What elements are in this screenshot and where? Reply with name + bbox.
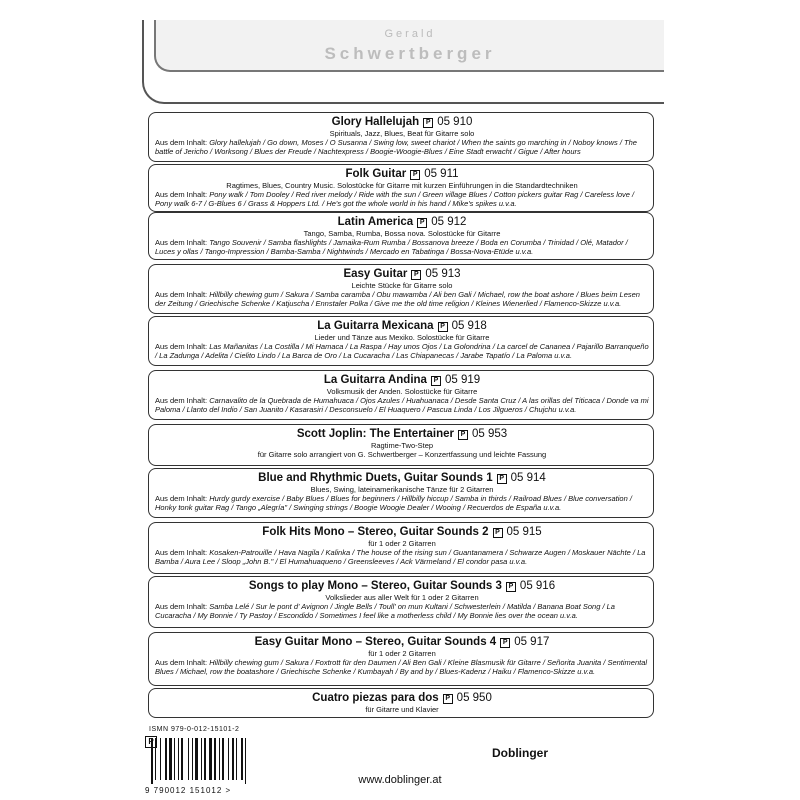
catalog-card — [148, 264, 654, 314]
catalog-card — [148, 522, 654, 574]
publisher-p-icon: P — [410, 170, 420, 180]
catalog-number: 05 911 — [424, 168, 459, 180]
card-contents: Aus dem Inhalt: Hillbilly chewing gum / Sakura / Samba caramba / Obu mawamba / Ali ben Gali / Michael, row the boat ashore / Blues beim Lesen der Zeitung / Griechische Schenke / Katjuscha / Ennstaler Polka / Give me the old time religion / Kleines Wienerlied / Flamenco-Skizze u.v.a. — [155, 290, 640, 308]
card-subtitle: Volksmusik der Anden. Solostücke für Gitarre — [326, 387, 478, 396]
card-subtitle-2: für Gitarre solo arrangiert von G. Schwertberger – Konzertfassung und leichte Fassung — [257, 450, 547, 459]
card-subtitle: für 1 oder 2 Gitarren — [368, 649, 436, 658]
catalog-card — [148, 632, 654, 686]
card-contents: Aus dem Inhalt: Pony walk / Tom Dooley / Red river melody / Ride with the sun / Green village Blues / Cotton pickers guitar Rag / Careless love / Pony walk 6-7 / G-Blues 6 / Grass & Hoppers Ltd. / He's got the whole world in his hand / Mike's spikes u.v.a. — [155, 190, 635, 208]
card-subtitle: Ragtimes, Blues, Country Music. Solostücke für Gitarre mit kurzen Einführungen in die Standardtechniken — [226, 181, 578, 190]
card-contents: Aus dem Inhalt: Carnavalito de la Quebrada de Humahuaca / Ojos Azules / Huahuanaca / Desde Santa Cruz / A las orillas del Titicaca / Donde va mi Paloma / Llanto del Indio / San Juanito / Kasarasiri / Desconsuelo / El Huaquero / Pascua Linda / Los Jilgueros / Chujchu u.v.a. — [155, 396, 649, 414]
card-title: Blue and Rhythmic Duets, Guitar Sounds 1 P 05 914 — [258, 472, 546, 484]
catalog-number: 05 915 — [506, 526, 542, 538]
catalog-number: 05 950 — [456, 692, 492, 704]
publisher-p-icon: P — [506, 582, 516, 592]
catalog-card — [148, 424, 654, 466]
card-subtitle: Leichte Stücke für Gitarre solo — [351, 281, 453, 290]
card-contents: Aus dem Inhalt: Tango Souvenir / Samba flashlights / Jamaika-Rum Rumba / Bossanova breeze / Boda en Corumba / Trinidad / Olé, Matador / Luces y ollas / Tango-Impression / Bamba-Samba / Nightwinds / Mercado en Tabatinga / Bossa-Nova-Etüde u.v.a. — [155, 238, 628, 256]
card-title: Glory Hallelujah P 05 910 — [331, 116, 473, 128]
card-title: Scott Joplin: The Entertainer P 05 953 — [296, 428, 508, 440]
publisher-p-icon: P — [423, 118, 433, 128]
isbn-label: ISMN 979-0-012-15101-2 — [149, 726, 240, 733]
card-subtitle: Volkslieder aus aller Welt für 1 oder 2 Gitarren — [325, 593, 479, 602]
catalog-card — [148, 212, 654, 260]
catalog-card — [148, 112, 654, 162]
publisher-p-icon: P — [500, 638, 510, 648]
author-header — [142, 20, 664, 104]
card-title: Songs to play Mono – Stereo, Guitar Sounds 3 P 05 916 — [248, 580, 556, 592]
card-contents: Aus dem Inhalt: Hillbilly chewing gum / Sakura / Foxtrott für den Daumen / Ali Ben Gali / Kleine Blasmusik für Gitarre / Señorita Juanita / Sentimental Blues / Michael, row the boatashore / Griechische Schenke / Kumbayah / By and by / Blues-Kadenz / Haiku / Flamenco-Skizze u.v.a. — [155, 658, 648, 676]
author-first-name: Gerald — [384, 28, 436, 40]
card-title: Folk Guitar P 05 911 — [345, 168, 459, 180]
publisher-p-icon: P — [417, 218, 427, 228]
publisher-p-icon: P — [443, 694, 453, 704]
author-banner — [154, 20, 664, 72]
catalog-number: 05 919 — [444, 374, 481, 386]
catalog-card — [148, 370, 654, 420]
catalog-card — [148, 316, 654, 366]
publisher-name: Doblinger — [492, 746, 548, 760]
publisher-p-icon: P — [438, 322, 448, 332]
card-contents: Aus dem Inhalt: Samba Lelé / Sur le pont d' Avignon / Jingle Bells / Toull' on mun Kultani / Schwesterlein / Matilda / Banana Boat Song / La Cucaracha / My Bonnie / Ty Pastoy / Escondido / Sometimes I feel like a motherless child / My Bonnie lies over the ocean u.v.a. — [155, 602, 615, 620]
card-subtitle: für Gitarre und Klavier — [365, 705, 439, 714]
catalog-number: 05 916 — [519, 580, 556, 592]
catalog-number: 05 914 — [510, 472, 546, 484]
catalog-number: 05 918 — [451, 320, 487, 332]
catalog-card — [148, 576, 654, 628]
card-subtitle: Tango, Samba, Rumba, Bossa nova. Solostücke für Gitarre — [303, 229, 501, 238]
catalog-card — [148, 688, 654, 718]
card-contents: Aus dem Inhalt: Las Mañanitas / La Costilla / Mi Hamaca / La Raspa / Hay unos Ojos / La Golondrina / La carcel de Cananea / Pajarillo Barranqueño / La Zadunga / Adelita / Cielito Lindo / La Barca de Oro / La Cucaracha / Las Chiapanecas / Jarabe Tapatío / La Paloma u.v.a. — [155, 342, 649, 360]
catalog-number: 05 953 — [472, 428, 508, 440]
card-title: La Guitarra Mexicana P 05 918 — [317, 320, 487, 332]
card-contents: Aus dem Inhalt: Hurdy gurdy exercise / Baby Blues / Blues for beginners / Hillbilly hiccup / Samba in thirds / Railroad Blues / Blue conversation / Honky tonk guitar Rag / Tango „Alegría" / Swinging strings / Boogie Woogie Dealer / Wooing / Recuerdos de España u.v.a. — [155, 494, 632, 512]
card-subtitle: Spirituals, Jazz, Blues, Beat für Gitarre solo — [329, 129, 475, 138]
catalog-number: 05 910 — [437, 116, 473, 128]
card-subtitle: Ragtime-Two-Step — [370, 441, 434, 450]
card-title: Latin America P 05 912 — [337, 216, 467, 228]
card-title: La Guitarra Andina P 05 919 — [323, 374, 481, 386]
author-last-name: Schwertberger — [324, 44, 496, 63]
publisher-p-icon: P — [431, 376, 441, 386]
publisher-p-icon: P — [493, 528, 503, 538]
publisher-p-icon: P — [411, 270, 421, 280]
catalog-number: 05 913 — [425, 268, 461, 280]
catalog-card — [148, 468, 654, 518]
card-subtitle: für 1 oder 2 Gitarren — [368, 539, 436, 548]
catalog-card — [148, 164, 654, 212]
catalog-number: 05 917 — [514, 636, 550, 648]
card-title: Easy Guitar Mono – Stereo, Guitar Sounds 4 P 05 917 — [254, 636, 550, 648]
card-title: Easy Guitar P 05 913 — [343, 268, 461, 280]
card-contents: Aus dem Inhalt: Glory hallelujah / Go down, Moses / O Susanna / Swing low, sweet chariot / When the saints go marching in / Noboy knows / The battle of Jericho / Worksong / Blues der Freude / Nachtexpress / Boogie-Woogie-Blues / Eine Stadt erwacht / Gigue / After hours — [155, 138, 637, 156]
publisher-p-logo: P — [145, 736, 157, 748]
barcode-digits: 9 790012 151012 > — [145, 786, 232, 795]
card-contents: Aus dem Inhalt: Kosaken-Patrouille / Hava Nagila / Kalinka / The house of the rising sun / Guantanamera / Schwarze Augen / Moskauer Nächte / La Bamba / Aura Lee / Sloop „John B." / El Humahuaqueno / Greensleeves / Ack Värmeland / El condor pasa u.v.a. — [155, 548, 646, 566]
card-title: Cuatro piezas para dos P 05 950 — [312, 692, 492, 704]
card-title: Folk Hits Mono – Stereo, Guitar Sounds 2 P 05 915 — [262, 526, 542, 538]
catalog-number: 05 912 — [431, 216, 467, 228]
publisher-p-icon: P — [497, 474, 507, 484]
publisher-p-icon: P — [458, 430, 468, 440]
publisher-website[interactable]: www.doblinger.at — [358, 774, 442, 786]
card-subtitle: Lieder und Tänze aus Mexiko. Solostücke für Gitarre — [314, 333, 490, 342]
card-subtitle: Blues, Swing, lateinamerikanische Tänze für 2 Gitarren — [310, 485, 494, 494]
